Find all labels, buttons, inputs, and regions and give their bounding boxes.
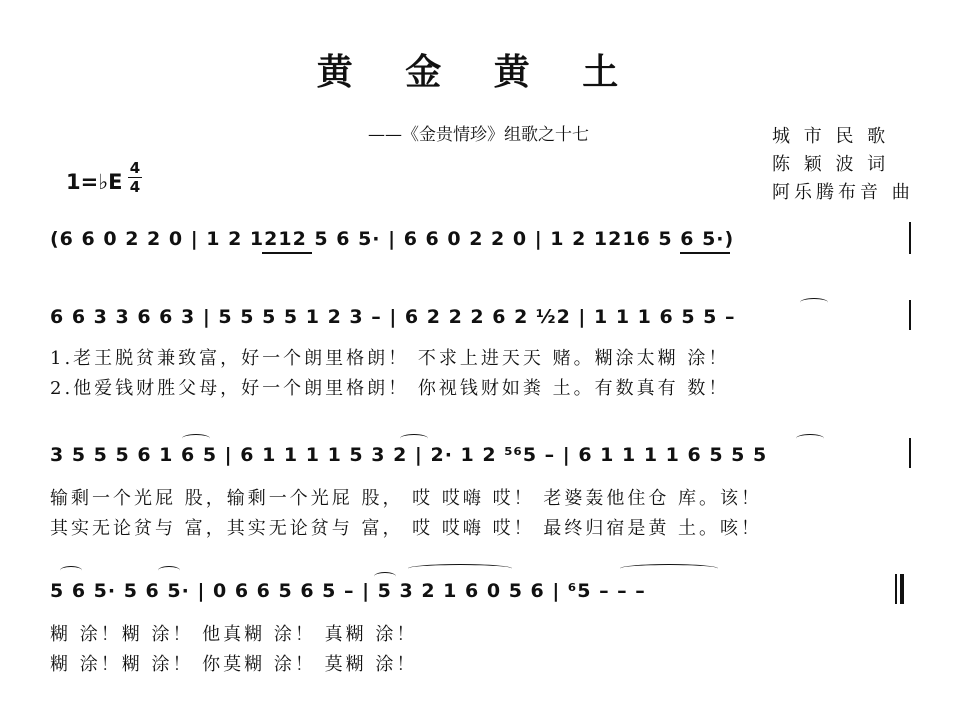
slur-mark bbox=[60, 566, 82, 575]
lyrics-row-3-verse-1: 输剩一个光屁 股，输剩一个光屁 股， 哎 哎嗨 哎！ 老婆轰他住仓 库。该！ bbox=[50, 488, 763, 509]
credit-composer: 阿乐腾布音 曲 bbox=[772, 182, 914, 203]
beam-underline bbox=[262, 252, 312, 254]
barline bbox=[909, 300, 911, 330]
tie-mark bbox=[408, 564, 512, 573]
notation-row-4: 5 6 5· 5 6 5· | 0 6 6 5 6 5 – | 5 3 2 1 6 0 5 6 | ⁶5 – – – bbox=[50, 580, 646, 602]
slur-mark bbox=[796, 434, 824, 443]
slur-mark bbox=[400, 434, 428, 443]
lyrics-row-3-verse-2: 其实无论贫与 富，其实无论贫与 富， 哎 哎嗨 哎！ 最终归宿是黄 土。咳！ bbox=[50, 518, 763, 539]
notation-row-3: 3 5 5 5 6 1 6 5 | 6 1 1 1 1 5 3 2 | 2· 1 2 ⁵⁶5 – | 6 1 1 1 1 6 5 5 5 bbox=[50, 444, 768, 466]
lyrics-row-4-verse-2: 糊 涂！糊 涂！ 你莫糊 涂！ 莫糊 涂！ bbox=[50, 654, 418, 675]
key-signature: 1=♭E bbox=[66, 170, 123, 194]
final-barline-thin bbox=[895, 574, 897, 604]
time-signature bbox=[128, 160, 142, 195]
credit-lyricist: 陈 颖 波 词 bbox=[772, 154, 890, 175]
final-barline bbox=[900, 574, 904, 604]
time-signature-bottom: 4 bbox=[129, 178, 141, 196]
song-title: 黄 金 黄 土 bbox=[316, 52, 639, 93]
slur-mark bbox=[800, 298, 828, 307]
lyrics-row-4-verse-1: 糊 涂！糊 涂！ 他真糊 涂！ 真糊 涂！ bbox=[50, 624, 418, 645]
slur-mark bbox=[182, 434, 210, 443]
slur-mark bbox=[158, 566, 180, 575]
slur-mark bbox=[374, 572, 396, 581]
time-signature-top: 4 bbox=[129, 159, 141, 177]
notation-row-1: (6 6 0 2 2 0 | 1 2 1212 5 6 5· | 6 6 0 2 2 0 | 1 2 1216 5 6 5·) bbox=[50, 228, 735, 250]
lyrics-row-2-verse-1: 1.老王脱贫兼致富，好一个朗里格朗！ 不求上进天天 赌。糊涂太糊 涂！ bbox=[50, 348, 730, 369]
tie-mark bbox=[620, 564, 718, 573]
lyrics-row-2-verse-2: 2.他爱钱财胜父母，好一个朗里格朗！ 你视钱财如粪 土。有数真有 数！ bbox=[50, 378, 730, 399]
song-subtitle: ——《金贵情珍》组歌之十七 bbox=[368, 125, 589, 145]
barline bbox=[909, 438, 911, 468]
notation-row-2: 6 6 3 3 6 6 3 | 5 5 5 5 1 2 3 – | 6 2 2 2 6 2 ½2 | 1 1 1 6 5 5 – bbox=[50, 306, 736, 328]
credit-genre: 城 市 民 歌 bbox=[772, 126, 890, 147]
beam-underline bbox=[680, 252, 730, 254]
barline bbox=[909, 222, 911, 254]
